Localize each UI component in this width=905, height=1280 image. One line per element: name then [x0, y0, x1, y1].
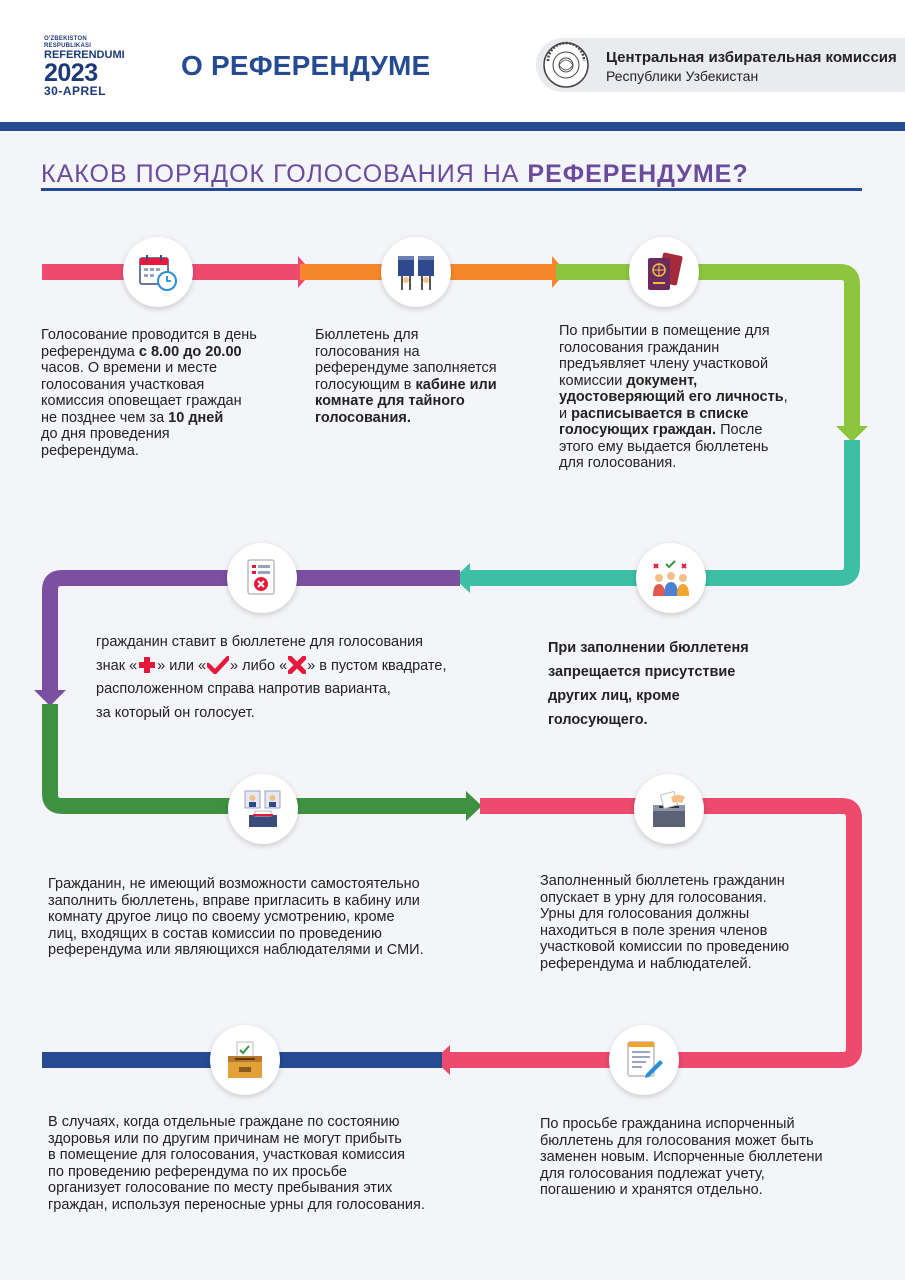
emphasis-text: запрещается присутствие: [548, 664, 736, 680]
step-6-line-5: референдума или являющихся наблюдателями и СМИ.: [48, 942, 424, 958]
step-1-line-6: не позднее чем за 10 дней: [41, 409, 224, 426]
portable-box-icon: [225, 1040, 265, 1080]
emphasis-text: других лиц, кроме: [548, 688, 680, 704]
step-4-line-3: [548, 684, 749, 708]
step-8-line-1: По просьбе гражданина испорченный: [540, 1116, 795, 1132]
step-3-line-1: По прибытии в помещение для: [559, 323, 770, 339]
step-6-line-4: лиц, входящих в состав комиссии по проведению: [48, 925, 382, 942]
step-2-line-5: [315, 393, 497, 410]
emphasis-text: удостоверяющий его личность: [559, 389, 784, 405]
step-3-line-4: комиссии документ,: [559, 372, 698, 389]
calendar-clock-icon: [138, 252, 178, 292]
cross-mark-icon: [288, 656, 306, 674]
emphasis-text: комнате для тайного: [315, 393, 465, 409]
step-7-line-4: находиться в поле зрения членов: [540, 922, 768, 939]
emphasis-text: голосования.: [315, 409, 411, 426]
step-2-icon-circle: [381, 237, 451, 307]
step-3-line-8: этого ему выдается бюллетень: [559, 438, 769, 455]
step-3-icon-circle: [629, 237, 699, 307]
step-9-line-3: в помещение для голосования, участковая комиссия: [48, 1147, 405, 1163]
step-6-line-2: заполнить бюллетень, вправе пригласить в кабину или: [48, 892, 420, 909]
step-5-line-3: расположенном справа напротив варианта,: [96, 681, 391, 697]
assisted-voting-icon: [243, 789, 283, 829]
step-2-line-6: [315, 410, 497, 427]
emphasis-text: 10 дней: [168, 409, 224, 426]
step-8-icon-circle: [609, 1025, 679, 1095]
ballot-box-icon: [649, 789, 689, 829]
step-8-line-3: заменен новым. Испорченные бюллетени: [540, 1149, 823, 1165]
step-1-line-7: до дня проведения: [41, 426, 170, 442]
step-9-icon-circle: [210, 1025, 280, 1095]
step-1-text: [41, 327, 257, 459]
logo-date: 30-APREL: [44, 84, 107, 98]
step-3-line-2: голосования гражданин: [559, 339, 720, 356]
logo-line1: O'ZBEKISTON RESPUBLIKASI: [44, 36, 92, 49]
people-vote-icon: [651, 558, 691, 598]
step-7-line-1: Заполненный бюллетень гражданин: [540, 873, 785, 889]
step-9-line-4: по проведению референдума по их просьбе: [48, 1163, 347, 1180]
step-8-line-4: для голосования подлежат учету,: [540, 1165, 765, 1182]
step-1-line-1: Голосование проводится в день: [41, 327, 257, 343]
step-2-text: [315, 327, 497, 426]
ballot-mark-icon: [242, 558, 282, 598]
commission-name: Центральная избирательная комиссия: [606, 49, 897, 66]
step-3-line-6: и расписывается в списке: [559, 405, 749, 422]
step-8-text: [540, 1116, 823, 1199]
step-7-line-2: опускает в урну для голосования.: [540, 889, 767, 906]
step-4-line-1: [548, 636, 749, 660]
step-6-text: [48, 876, 424, 959]
question-emphasis: РЕФЕРЕНДУМЕ?: [527, 160, 749, 188]
step-2-line-4: голосующим в кабине или: [315, 376, 497, 393]
step-2-line-1: Бюллетень для: [315, 327, 419, 343]
step-7-icon-circle: [634, 774, 704, 844]
voting-booth-icon: [396, 252, 436, 292]
step-8-line-2: бюллетень для голосования может быть: [540, 1132, 814, 1149]
step-6-line-3: комнату другое лицо по своему усмотрению, кроме: [48, 909, 395, 925]
step-1-line-2: референдума с 8.00 до 20.00: [41, 343, 242, 360]
flow-arrow-6: [466, 791, 482, 821]
step-6-line-1: Гражданин, не имеющий возможности самостоятельно: [48, 876, 420, 892]
step-7-line-6: референдума и наблюдателей.: [540, 955, 752, 972]
step-4-icon-circle: [636, 543, 706, 613]
logo-line2: REFERENDUMI: [44, 49, 125, 61]
step-9-text: [48, 1114, 425, 1213]
commission-country: Республики Узбекистан: [606, 68, 759, 84]
page-title: О РЕФЕРЕНДУМЕ: [181, 50, 431, 81]
step-9-line-5: организует голосование по месту пребывания этих: [48, 1180, 393, 1196]
step-3-line-7: голосующих граждан. После: [559, 422, 763, 438]
document-pen-icon: [624, 1040, 664, 1080]
logo-year: 2023: [44, 59, 98, 87]
step-7-line-3: Урны для голосования должны: [540, 906, 750, 922]
step-8-line-5: погашению и хранятся отдельно.: [540, 1182, 763, 1198]
emphasis-text: документ,: [626, 372, 698, 389]
step-1-line-5: комиссия оповещает граждан: [41, 393, 242, 409]
emphasis-text: голосующих граждан.: [559, 422, 717, 438]
question-text: КАКОВ ПОРЯДОК ГОЛОСОВАНИЯ НА: [41, 160, 528, 188]
step-5-line-2: знак « » или « » либо « » в пустом квадрате,: [96, 657, 447, 674]
step-9-line-1: В случаях, когда отдельные граждане по состоянию: [48, 1114, 400, 1130]
step-9-line-2: здоровья или по другим причинам не могут прибыть: [48, 1130, 402, 1147]
step-5-line-4: за который он голосует.: [96, 704, 255, 721]
emphasis-text: голосующего.: [548, 712, 648, 728]
step-5-icon-circle: [227, 543, 297, 613]
flow-arrow-5: [34, 690, 66, 706]
step-1-line-3: часов. О времени и месте: [41, 360, 218, 376]
step-1-icon-circle: [123, 237, 193, 307]
step-5-text: [96, 631, 447, 725]
step-7-text: [540, 873, 789, 972]
passport-icon: [644, 252, 684, 292]
step-3-line-3: предъявляет члену участковой: [559, 356, 769, 372]
step-6-icon-circle: [228, 774, 298, 844]
step-4-line-4: [548, 708, 749, 732]
step-2-line-3: референдуме заполняется: [315, 360, 497, 376]
emphasis-text: кабине или: [415, 376, 497, 393]
step-2-line-2: голосования на: [315, 343, 420, 360]
emphasis-text: с 8.00 до 20.00: [138, 343, 242, 360]
step-7-line-5: участковой комиссии по проведению: [540, 939, 790, 955]
step-3-text: [559, 323, 788, 472]
step-1-line-4: голосования участковая: [41, 376, 205, 393]
step-1-line-8: референдума.: [41, 442, 139, 459]
step-5-line-1: гражданин ставит в бюллетене для голосования: [96, 634, 424, 650]
step-4-text: [548, 636, 749, 732]
flow-arrow-3: [836, 426, 868, 442]
check-mark-icon: [207, 656, 229, 674]
plus-mark-icon: [138, 656, 156, 674]
emphasis-text: При заполнении бюллетеня: [548, 640, 749, 656]
step-9-line-6: граждан, используя переносные урны для голосования.: [48, 1196, 425, 1213]
step-4-line-2: [548, 660, 749, 684]
step-3-line-9: для голосования.: [559, 455, 677, 471]
step-3-line-5: удостоверяющий его личность,: [559, 389, 788, 405]
emphasis-text: расписывается в списке: [571, 405, 749, 422]
